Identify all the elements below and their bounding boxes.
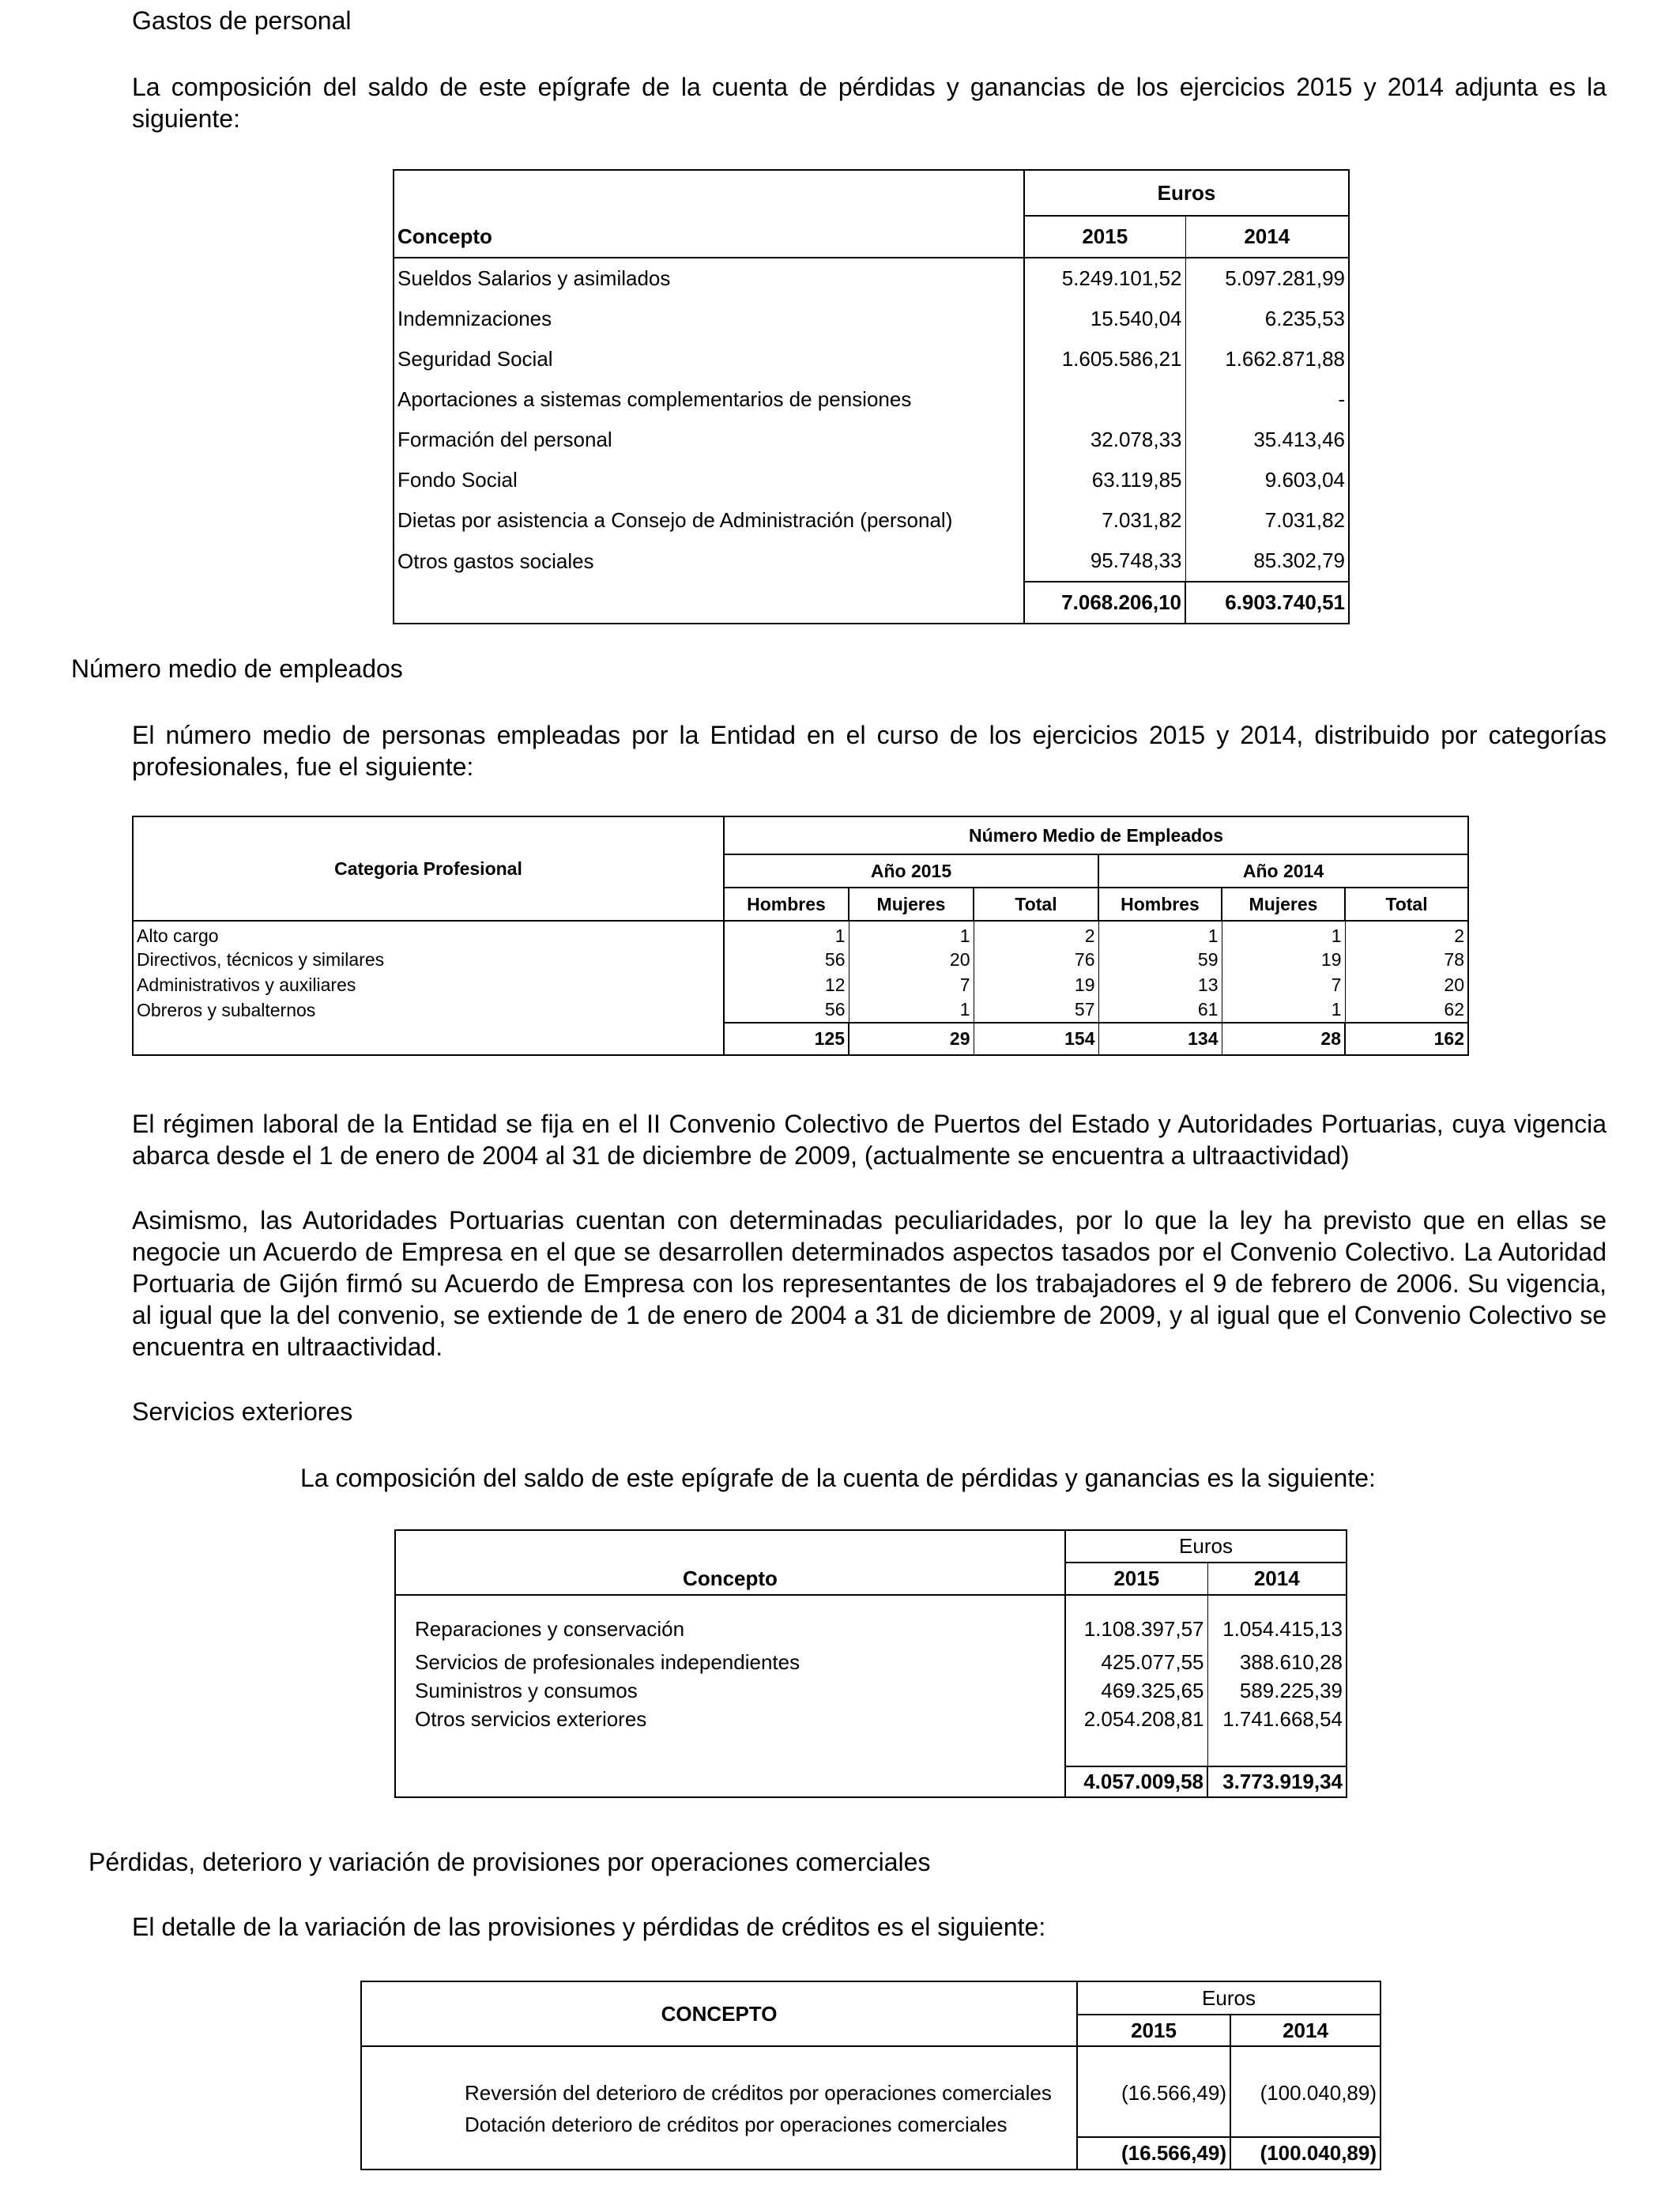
cell: 76 [974, 947, 1098, 972]
col-header-mujeres-2015: Mujeres [849, 888, 974, 921]
col-header-hombres-2014: Hombres [1098, 888, 1222, 921]
table-row [133, 972, 1468, 997]
total-2014: (100.040,89) [1230, 2137, 1381, 2169]
value-2015: 15.540,04 [1024, 299, 1185, 339]
value-2015: 425.077,55 [1065, 1642, 1207, 1675]
cell: 7 [1222, 972, 1345, 997]
table-row [361, 2105, 1381, 2137]
col-header-euros: Euros [1065, 1530, 1347, 1563]
col-header-2014: 2014 [1207, 1563, 1347, 1595]
total-cell: 134 [1098, 1023, 1222, 1055]
heading-servicios-exteriores: Servicios exteriores [132, 1397, 353, 1426]
cell: 1 [849, 997, 974, 1023]
row-label: Dietas por asistencia a Consejo de Administración (personal) [394, 500, 1024, 541]
cell: 62 [1345, 997, 1468, 1023]
value-2014: 85.302,79 [1185, 541, 1349, 582]
table-total-row [394, 582, 1349, 624]
row-label: Formación del personal [394, 420, 1024, 460]
col-header-hombres-2015: Hombres [724, 888, 849, 921]
col-header-2015: 2015 [1024, 216, 1185, 258]
table-row [133, 947, 1468, 972]
total-cell: 125 [724, 1023, 849, 1055]
cell: 1 [1222, 921, 1345, 947]
table-row [394, 258, 1349, 299]
row-label: Obreros y subalternos [133, 997, 724, 1023]
value-2014: 1.054.415,13 [1207, 1595, 1347, 1642]
row-label: Alto cargo [133, 921, 724, 947]
value-2015: 1.605.586,21 [1024, 339, 1185, 379]
value-2015 [1024, 379, 1185, 420]
value-2014: 589.225,39 [1207, 1675, 1347, 1703]
total-2014: 6.903.740,51 [1185, 582, 1349, 624]
col-header-2014: 2014 [1185, 216, 1349, 258]
heading-numero-medio: Número medio de empleados [71, 654, 403, 683]
value-2014: 9.603,04 [1185, 460, 1349, 500]
cell: 56 [724, 997, 849, 1023]
paragraph-numero-intro: El número medio de personas empleadas por la Entidad en el curso de los ejercicios 2015 y 2014, distribuido por categorías profesionales, fue el siguiente: [132, 721, 1607, 781]
cell: 2 [974, 921, 1098, 947]
col-header-euros: Euros [1024, 170, 1349, 216]
total-cell: 29 [849, 1023, 974, 1055]
col-header-ano-2015: Año 2015 [724, 854, 1098, 888]
total-cell: 162 [1345, 1023, 1468, 1055]
cell: 12 [724, 972, 849, 997]
row-label: Servicios de profesionales independientes [395, 1642, 1065, 1675]
col-header-total-2015: Total [974, 888, 1098, 921]
cell: 56 [724, 947, 849, 972]
value-2014: 7.031,82 [1185, 500, 1349, 541]
table-row [133, 921, 1468, 947]
paragraph-acuerdo-empresa: Asimismo, las Autoridades Portuarias cuentan con determinadas peculiaridades, por lo que la ley ha previsto que en ellas se negocie un Acuerdo de Empresa en el que se desarrollen determinados aspectos tasados por el Convenio Colectivo. La Autoridad Portuaria de Gijón firmó su Acuerdo de Empresa con los representantes de los trabajadores el 9 de febrero de 2006. Su vigencia, al igual que la del convenio, se extiende de 1 de enero de 2004 a 31 de diciembre de 2009, y al igual que el Convenio Colectivo se encuentra en ultraactividad. [132, 1206, 1607, 1361]
col-header-2015: 2015 [1065, 1563, 1207, 1595]
table-row [394, 541, 1349, 582]
table-row [133, 997, 1468, 1023]
col-header-concepto: Concepto [394, 216, 1024, 258]
cell: 20 [849, 947, 974, 972]
table-row [394, 420, 1349, 460]
table-row [394, 460, 1349, 500]
paragraph-perdidas-intro: El detalle de la variación de las provisiones y pérdidas de créditos es el siguiente: [132, 1913, 1046, 1941]
col-header-2014: 2014 [1230, 2015, 1381, 2046]
cell: 1 [1222, 997, 1345, 1023]
table-row [395, 1595, 1347, 1642]
value-2015: 5.249.101,52 [1024, 258, 1185, 299]
cell: 57 [974, 997, 1098, 1023]
row-label: Otros servicios exteriores [395, 1703, 1065, 1732]
row-label: Otros gastos sociales [394, 541, 1024, 582]
col-header-categoria: Categoria Profesional [133, 816, 724, 921]
cell: 2 [1345, 921, 1468, 947]
cell: 1 [1098, 921, 1222, 947]
table-row [394, 500, 1349, 541]
paragraph-regimen-laboral: El régimen laboral de la Entidad se fija en el II Convenio Colectivo de Puertos del Estado y Autoridades Portuarias, cuya vigencia abarca desde el 1 de enero de 2004 al 31 de diciembre de 2009, (actualmente se encuentra a ultraactividad) [132, 1110, 1607, 1170]
col-header-mujeres-2014: Mujeres [1222, 888, 1345, 921]
total-cell: 28 [1222, 1023, 1345, 1055]
cell: 19 [1222, 947, 1345, 972]
table-numero-medio-empleados [132, 816, 1469, 1056]
total-cell: 154 [974, 1023, 1098, 1055]
table-row [394, 339, 1349, 379]
value-2014: 5.097.281,99 [1185, 258, 1349, 299]
table-row [394, 379, 1349, 420]
row-label: Directivos, técnicos y similares [133, 947, 724, 972]
value-2015: 95.748,33 [1024, 541, 1185, 582]
value-2014: - [1185, 379, 1349, 420]
row-label: Suministros y consumos [395, 1675, 1065, 1703]
heading-gastos-personal: Gastos de personal [132, 6, 352, 35]
row-label: Indemnizaciones [394, 299, 1024, 339]
table-row [361, 2046, 1381, 2105]
total-2014: 3.773.919,34 [1207, 1766, 1347, 1797]
value-2014: 35.413,46 [1185, 420, 1349, 460]
value-2015: 63.119,85 [1024, 460, 1185, 500]
heading-perdidas-deterioro: Pérdidas, deterioro y variación de provisiones por operaciones comerciales [89, 1848, 931, 1876]
cell: 78 [1345, 947, 1468, 972]
col-header-ano-2014: Año 2014 [1098, 854, 1468, 888]
total-2015: 4.057.009,58 [1065, 1766, 1207, 1797]
value-2015 [1077, 2105, 1230, 2137]
table-row [394, 299, 1349, 339]
col-header-2015: 2015 [1077, 2015, 1230, 2046]
value-2014: 1.662.871,88 [1185, 339, 1349, 379]
value-2015: 7.031,82 [1024, 500, 1185, 541]
value-2014: 1.741.668,54 [1207, 1703, 1347, 1732]
value-2014: (100.040,89) [1230, 2046, 1381, 2105]
table-row [395, 1703, 1347, 1732]
col-header-numero-medio: Número Medio de Empleados [724, 816, 1468, 854]
table-servicios-exteriores [394, 1529, 1347, 1798]
row-label: Administrativos y auxiliares [133, 972, 724, 997]
row-label: Aportaciones a sistemas complementarios de pensiones [394, 379, 1024, 420]
col-header-concepto: CONCEPTO [361, 1981, 1077, 2046]
table-total-row [361, 2137, 1381, 2169]
table-row [395, 1642, 1347, 1675]
cell: 1 [724, 921, 849, 947]
value-2014: 6.235,53 [1185, 299, 1349, 339]
value-2015: 32.078,33 [1024, 420, 1185, 460]
cell: 20 [1345, 972, 1468, 997]
row-label: Reversión del deterioro de créditos por operaciones comerciales [361, 2046, 1077, 2105]
cell: 7 [849, 972, 974, 997]
table-total-row [395, 1766, 1347, 1797]
value-2015: 1.108.397,57 [1065, 1595, 1207, 1642]
row-label: Sueldos Salarios y asimilados [394, 258, 1024, 299]
table-total-row [133, 1023, 1468, 1055]
row-label: Reparaciones y conservación [395, 1595, 1065, 1642]
col-header-euros: Euros [1077, 1981, 1381, 2015]
table-deterioro-creditos [360, 1981, 1381, 2170]
row-label: Fondo Social [394, 460, 1024, 500]
col-header-concepto: Concepto [395, 1563, 1065, 1595]
cell: 1 [849, 921, 974, 947]
cell: 19 [974, 972, 1098, 997]
value-2015: 2.054.208,81 [1065, 1703, 1207, 1732]
cell: 59 [1098, 947, 1222, 972]
total-2015: (16.566,49) [1077, 2137, 1230, 2169]
col-header-total-2014: Total [1345, 888, 1468, 921]
value-2015: 469.325,65 [1065, 1675, 1207, 1703]
total-2015: 7.068.206,10 [1024, 582, 1185, 624]
cell: 13 [1098, 972, 1222, 997]
value-2014: 388.610,28 [1207, 1642, 1347, 1675]
table-row [395, 1675, 1347, 1703]
table-header-row [394, 170, 1349, 216]
paragraph-servicios-intro: La composición del saldo de este epígrafe de la cuenta de pérdidas y ganancias es la siguiente: [300, 1464, 1376, 1492]
table-gastos-personal [393, 169, 1350, 624]
table-header-row [394, 216, 1349, 258]
cell: 61 [1098, 997, 1222, 1023]
paragraph-gastos-intro: La composición del saldo de este epígrafe de la cuenta de pérdidas y ganancias de los ejercicios 2015 y 2014 adjunta es la siguiente: [132, 73, 1607, 133]
value-2015: (16.566,49) [1077, 2046, 1230, 2105]
row-label: Seguridad Social [394, 339, 1024, 379]
row-label: Dotación deterioro de créditos por operaciones comerciales [361, 2105, 1077, 2137]
value-2014 [1230, 2105, 1381, 2137]
